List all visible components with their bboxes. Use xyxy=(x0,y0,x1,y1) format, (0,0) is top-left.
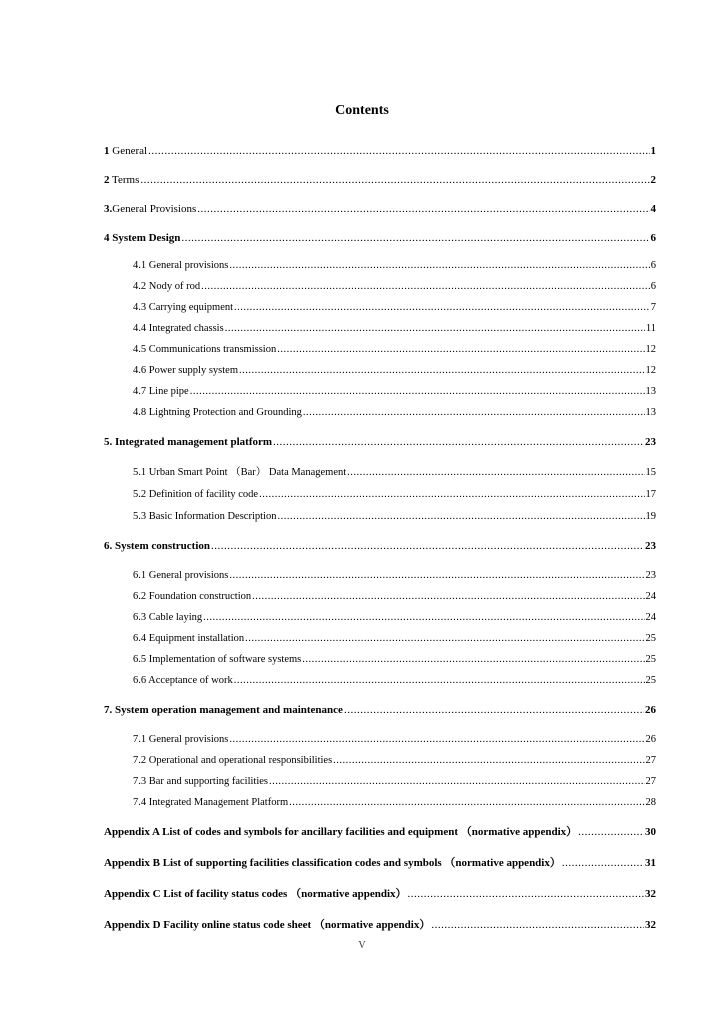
dot-leader xyxy=(431,918,644,932)
toc-entry-6-2[interactable] xyxy=(133,590,656,604)
toc-page-number: 11 xyxy=(645,323,656,334)
dot-leader xyxy=(229,569,644,583)
toc-entry-4-7[interactable] xyxy=(133,385,656,399)
dot-leader xyxy=(239,364,645,378)
toc-entry-general-provisions[interactable] xyxy=(104,202,656,216)
toc-page-number: 25 xyxy=(645,654,656,665)
page-title: Contents xyxy=(335,103,389,118)
toc-page-number: 24 xyxy=(645,612,656,623)
toc-entry-label: 3.General Provisions xyxy=(104,203,197,215)
toc-entry-terms[interactable] xyxy=(104,173,656,187)
toc-entry-label: 7. System operation management and maintenance xyxy=(104,704,343,716)
toc-entry-label: 5.3 Basic Information Description xyxy=(133,511,277,522)
toc-entry-label: 1 General xyxy=(104,145,148,157)
toc-page-number: 23 xyxy=(645,540,656,552)
toc-entry-label: 2 Terms xyxy=(104,174,140,186)
dot-leader xyxy=(347,466,644,480)
toc-page-number: 24 xyxy=(645,591,656,602)
dot-leader xyxy=(234,674,645,688)
dot-leader xyxy=(289,796,644,810)
toc-page-number: 4 xyxy=(650,203,656,215)
toc-entry-label: 5. Integrated management platform xyxy=(104,436,273,448)
toc-entry-label: 4.1 General provisions xyxy=(133,260,229,271)
toc-entry-appendix-d[interactable] xyxy=(104,918,656,932)
toc-entry-6-4[interactable] xyxy=(133,632,656,646)
toc-page-number: 30 xyxy=(645,826,656,838)
toc-page-number: 7 xyxy=(650,302,656,313)
dot-leader xyxy=(302,653,644,667)
dot-leader xyxy=(252,590,644,604)
dot-leader xyxy=(197,202,649,216)
dot-leader xyxy=(259,488,644,502)
toc-page-number: 23 xyxy=(645,436,656,448)
toc-entry-label: 6.3 Cable laying xyxy=(133,612,203,623)
toc-entry-label: Appendix B List of supporting facilities classification codes and symbols （normative appendix） xyxy=(104,857,561,869)
toc-page-number: 15 xyxy=(645,467,656,478)
dot-leader xyxy=(578,825,644,839)
toc-entry-appendix-b[interactable] xyxy=(104,856,656,870)
toc-entry-label: 7.1 General provisions xyxy=(133,734,229,745)
toc-page-number: 27 xyxy=(645,776,656,787)
dot-leader xyxy=(211,539,644,553)
toc-page-number: 6 xyxy=(650,260,656,271)
dot-leader xyxy=(303,406,645,420)
toc-entry-label: 5.1 Urban Smart Point （Bar） Data Management xyxy=(133,467,347,478)
toc-page-number: 27 xyxy=(645,755,656,766)
toc-entry-5-1[interactable] xyxy=(133,466,656,480)
toc-entry-4-8[interactable] xyxy=(133,406,656,420)
dot-leader xyxy=(229,733,644,747)
toc-entry-appendix-a[interactable] xyxy=(104,825,656,839)
toc-page-number: 13 xyxy=(645,386,656,397)
toc-page-number: 25 xyxy=(645,675,656,686)
dot-leader xyxy=(269,775,644,789)
dot-leader xyxy=(234,301,650,315)
toc-entry-label: 6.1 General provisions xyxy=(133,570,229,581)
toc-entry-7-1[interactable] xyxy=(133,733,656,747)
toc-entry-label: Appendix D Facility online status code sheet （normative appendix） xyxy=(104,919,431,931)
toc-entry-appendix-c[interactable] xyxy=(104,887,656,901)
toc-entry-label: 4.3 Carrying equipment xyxy=(133,302,234,313)
toc-entry-4-3[interactable] xyxy=(133,301,656,315)
toc-entry-label: Appendix C List of facility status codes （normative appendix） xyxy=(104,888,407,900)
toc-entry-6-1[interactable] xyxy=(133,569,656,583)
toc-entry-4-2[interactable] xyxy=(133,280,656,294)
toc-entry-6-5[interactable] xyxy=(133,653,656,667)
dot-leader xyxy=(225,322,645,336)
toc-entry-5-2[interactable] xyxy=(133,488,656,502)
toc-entry-label: 6.5 Implementation of software systems xyxy=(133,654,302,665)
toc-entry-label: 4.6 Power supply system xyxy=(133,365,238,376)
toc-page-number: 31 xyxy=(645,857,656,869)
dot-leader xyxy=(245,632,644,646)
dot-leader xyxy=(229,259,649,273)
dot-leader xyxy=(562,856,644,870)
toc-entry-label: 7.2 Operational and operational responsibilities xyxy=(133,755,333,766)
toc-entry-label: 4.2 Nody of rod xyxy=(133,281,201,292)
toc-page-number: 26 xyxy=(645,704,656,716)
toc-page-number: 23 xyxy=(645,570,656,581)
toc-page-number: 19 xyxy=(645,511,656,522)
dot-leader xyxy=(140,173,649,187)
toc-entry-system-construction[interactable] xyxy=(104,539,656,553)
toc-entry-label: 6.4 Equipment installation xyxy=(133,633,245,644)
footer-page-number: V xyxy=(358,940,366,951)
toc-entry-6-6[interactable] xyxy=(133,674,656,688)
toc-entry-label: 7.3 Bar and supporting facilities xyxy=(133,776,269,787)
toc-entry-label: 4.5 Communications transmission xyxy=(133,344,277,355)
dot-leader xyxy=(277,343,644,357)
toc-page-number: 6 xyxy=(650,232,656,244)
toc-page-number: 32 xyxy=(645,888,656,900)
dot-leader xyxy=(181,231,649,245)
toc-page-number: 12 xyxy=(645,344,656,355)
toc-page-number: 2 xyxy=(650,174,656,186)
toc-entry-label: 4.7 Line pipe xyxy=(133,386,189,397)
dot-leader xyxy=(273,435,644,449)
toc-entry-6-3[interactable] xyxy=(133,611,656,625)
toc-page-number: 26 xyxy=(645,734,656,745)
toc-entry-label: 4.8 Lightning Protection and Grounding xyxy=(133,407,302,418)
toc-entry-system-design[interactable] xyxy=(104,231,656,245)
toc-entry-7-2[interactable] xyxy=(133,754,656,768)
dot-leader xyxy=(408,887,644,901)
toc-entry-system-operation[interactable] xyxy=(104,703,656,717)
dot-leader xyxy=(333,754,644,768)
toc-entry-4-5[interactable] xyxy=(133,343,656,357)
toc-page-number: 13 xyxy=(645,407,656,418)
toc-entry-7-3[interactable] xyxy=(133,775,656,789)
toc-entry-label: 6.6 Acceptance of work xyxy=(133,675,233,686)
dot-leader xyxy=(148,144,649,158)
dot-leader xyxy=(190,385,645,399)
toc-entry-integrated-management-platform[interactable] xyxy=(104,435,656,449)
toc-page-number: 32 xyxy=(645,919,656,931)
dot-leader xyxy=(201,280,650,294)
toc-page-number: 28 xyxy=(645,797,656,808)
dot-leader xyxy=(277,510,644,524)
toc-entry-label: 6.2 Foundation construction xyxy=(133,591,252,602)
toc-entry-label: 6. System construction xyxy=(104,540,211,552)
toc-entry-label: 4.4 Integrated chassis xyxy=(133,323,224,334)
toc-entry-4-6[interactable] xyxy=(133,364,656,378)
toc-entry-4-1[interactable] xyxy=(133,259,656,273)
toc-page-number: 1 xyxy=(650,145,656,157)
dot-leader xyxy=(203,611,644,625)
toc-entry-label: 4 System Design xyxy=(104,232,181,244)
toc-page-number: 6 xyxy=(650,281,656,292)
dot-leader xyxy=(344,703,644,717)
toc-entry-label: 7.4 Integrated Management Platform xyxy=(133,797,289,808)
toc-entry-4-4[interactable] xyxy=(133,322,656,336)
toc-entry-label: 5.2 Definition of facility code xyxy=(133,489,259,500)
toc-entry-5-3[interactable] xyxy=(133,510,656,524)
toc-entry-label: Appendix A List of codes and symbols for ancillary facilities and equipment （normative appendix） xyxy=(104,826,578,838)
toc-entry-general[interactable] xyxy=(104,144,656,158)
toc-entry-7-4[interactable] xyxy=(133,796,656,810)
toc-page-number: 25 xyxy=(645,633,656,644)
toc-page-number: 12 xyxy=(645,365,656,376)
toc-page-number: 17 xyxy=(645,489,656,500)
